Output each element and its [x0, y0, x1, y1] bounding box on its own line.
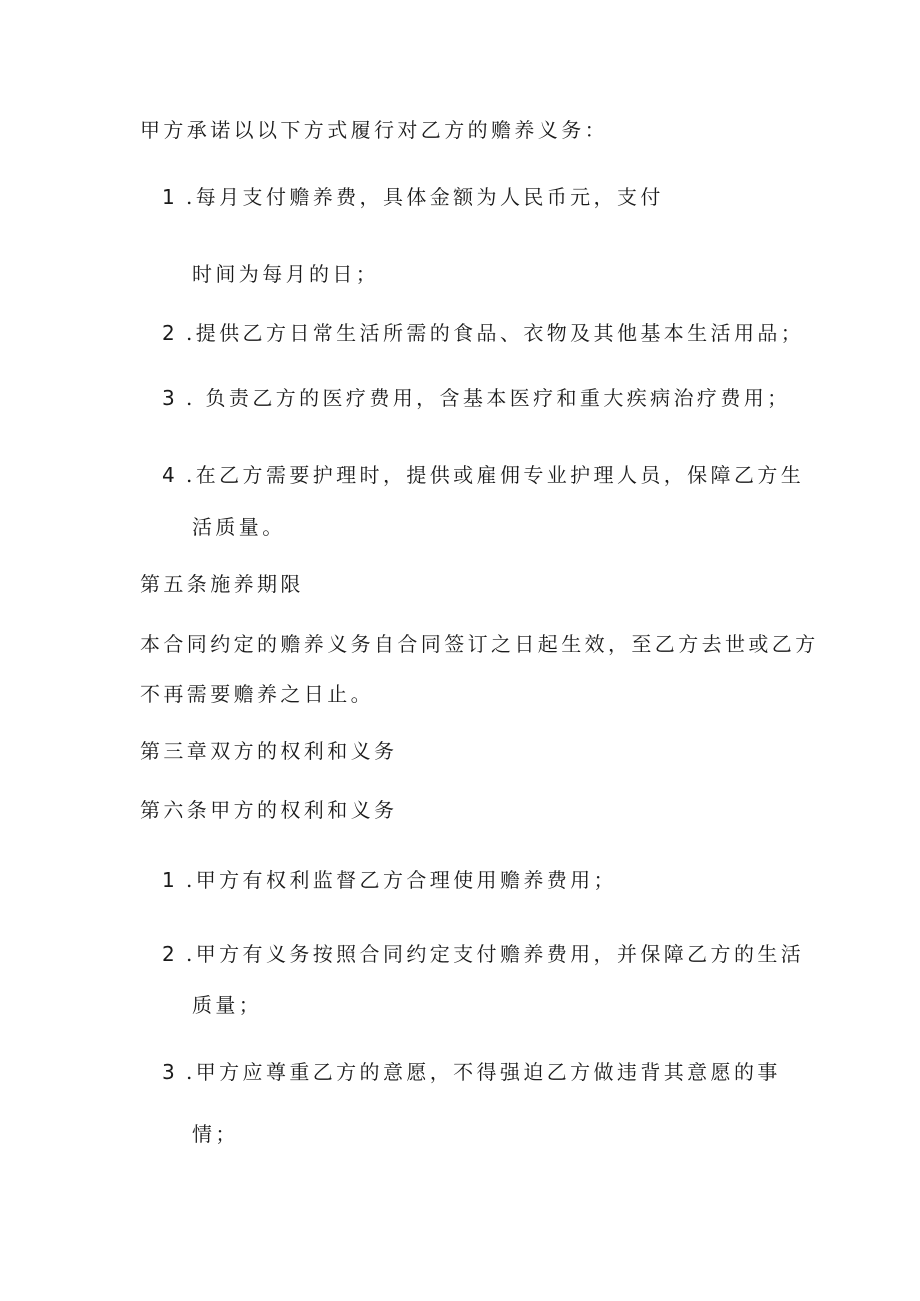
obligation-number: 2 — [162, 321, 175, 345]
rights-text: .甲方应尊重乙方的意愿，不得强迫乙方做违背其意愿的事 — [186, 1060, 781, 1084]
obligation-text: . 负责乙方的医疗费用，含基本医疗和重大疾病治疗费用； — [186, 386, 791, 410]
obligation-text: .在乙方需要护理时，提供或雇佣专业护理人员，保障乙方生 — [186, 463, 805, 487]
intro-paragraph: 甲方承诺以以下方式履行对乙方的赡养义务： — [140, 118, 608, 142]
rights-item-1 — [162, 866, 617, 894]
obligation-item-1-continuation: 时间为每月的日； — [192, 262, 380, 286]
rights-text: .甲方有权利监督乙方合理使用赡养费用； — [186, 868, 617, 892]
article-5-paragraph-line-2: 不再需要赡养之日止。 — [140, 682, 374, 706]
rights-item-3-continuation: 情； — [192, 1122, 239, 1146]
rights-text: .甲方有义务按照合同约定支付赡养费用，并保障乙方的生活 — [186, 942, 805, 966]
obligation-number: 3 — [162, 386, 175, 410]
article-6-title: 第六条甲方的权利和义务 — [140, 798, 398, 822]
obligation-number: 4 — [162, 463, 175, 487]
chapter-3-title: 第三章双方的权利和义务 — [140, 739, 398, 763]
obligation-item-2 — [162, 319, 804, 347]
rights-item-2 — [162, 940, 804, 968]
rights-item-3 — [162, 1058, 781, 1086]
obligation-item-3 — [162, 384, 791, 412]
rights-item-2-continuation: 质量； — [192, 993, 263, 1017]
article-5-title: 第五条施养期限 — [140, 572, 304, 596]
article-5-paragraph-line-1: 本合同约定的赡养义务自合同签订之日起生效，至乙方去世或乙方 — [140, 632, 819, 656]
obligation-item-4-continuation: 活质量。 — [192, 515, 286, 539]
obligation-item-4 — [162, 461, 804, 489]
rights-number: 2 — [162, 942, 175, 966]
obligation-text: .每月支付赡养费，具体金额为人民币元，支付 — [186, 185, 664, 209]
obligation-item-1 — [162, 183, 664, 211]
rights-number: 1 — [162, 868, 175, 892]
obligation-text: .提供乙方日常生活所需的食品、衣物及其他基本生活用品； — [186, 321, 805, 345]
obligation-number: 1 — [162, 185, 175, 209]
rights-number: 3 — [162, 1060, 175, 1084]
